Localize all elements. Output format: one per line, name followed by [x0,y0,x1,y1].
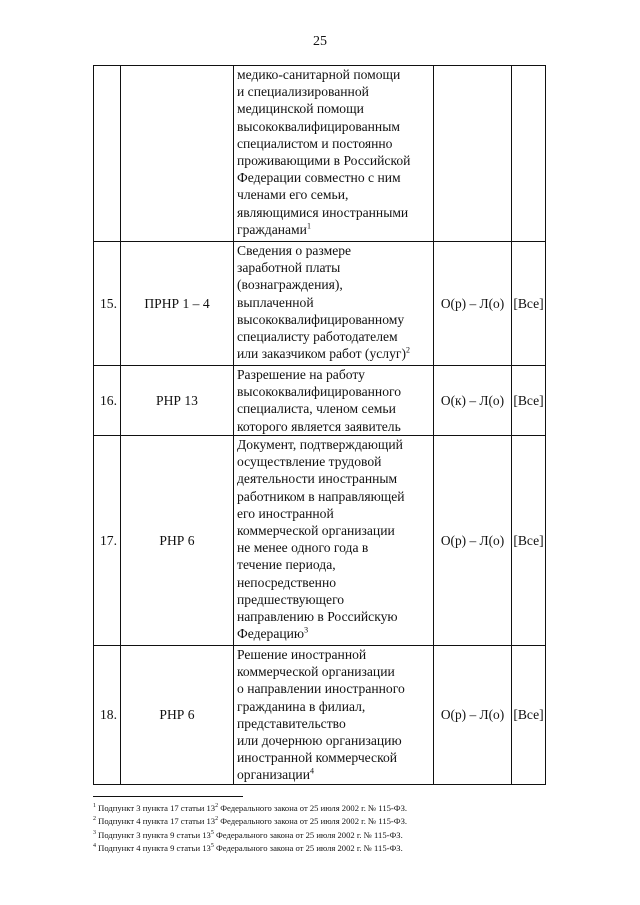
document-description [234,242,434,366]
description-line [237,328,432,345]
document-description [234,366,434,436]
access-level: О(р) – Л(о) [434,436,512,646]
description-text: (вознаграждения), [237,277,343,293]
footnotes [93,802,533,856]
description-line [237,749,432,766]
footnote [93,802,533,815]
description-line [237,186,432,203]
row-number: 16. [94,366,121,436]
description-line [237,366,432,383]
description-text: высококвалифицированным [237,118,400,134]
description-line [237,625,432,642]
description-line [237,311,432,328]
description-text: проживающими в Российской [237,153,411,169]
description-text: специалисту работодателем [237,329,398,345]
description-line [237,100,432,117]
description-line [237,539,432,556]
description-text: течение периода, [237,557,336,573]
table-row [94,366,546,436]
table-row [94,66,546,242]
description-text: Сведения о размере [237,243,352,258]
row-number: 15. [94,242,121,366]
description-text: медико-санитарной помощи [237,67,401,82]
description-text: представительство [237,715,346,731]
scope: [Все] [512,242,546,366]
description-line [237,276,432,293]
description-line [237,608,432,625]
description-text: Федерации совместно с ним [237,170,401,186]
footnote-text: Подпункт 3 пункта 17 статьи 13 [98,803,216,813]
description-line [237,470,432,487]
footnote-ref: 1 [306,221,311,231]
description-text: направлению в Российскую [237,609,398,625]
footnote-text: Федерального закона от 25 июля 2002 г. № 115-ФЗ. [218,803,408,813]
document-description [234,436,434,646]
description-line [237,556,432,573]
document-table [93,65,546,785]
footnote-ref: 4 [309,766,314,776]
description-text: которого является заявитель [237,418,401,434]
description-line [237,732,432,749]
footnote-mark: 3 [93,829,96,836]
access-level: О(р) – Л(о) [434,242,512,366]
footnote-text: Подпункт 3 пункта 9 статьи 13 [98,829,211,840]
description-line [237,646,432,663]
scope [512,66,546,242]
document-code: ПРНР 1 – 4 [121,242,234,366]
access-level: О(р) – Л(о) [434,646,512,785]
footnote-superscript: 2 [215,803,219,810]
description-line [237,242,432,259]
description-line [237,400,432,417]
description-line [237,436,432,453]
description-text: членами его семьи, [237,187,349,203]
scope: [Все] [512,436,546,646]
description-line [237,83,432,100]
description-text: коммерческой организации [237,523,395,539]
description-text: Документ, подтверждающий [237,437,403,452]
description-text: непосредственно [237,574,337,590]
document-code: РНР 13 [121,366,234,436]
scope: [Все] [512,366,546,436]
description-line [237,66,432,83]
description-line [237,522,432,539]
description-line [237,591,432,608]
description-line [237,453,432,470]
document-code: РНР 6 [121,436,234,646]
footnote-text: Федерального закона от 25 июля 2002 г. № 115-ФЗ. [213,829,403,840]
description-line [237,152,432,169]
description-text: иностранной коммерческой [237,750,398,766]
description-line [237,680,432,697]
table-row [94,646,546,785]
description-text: высококвалифицированного [237,384,402,400]
table-row [94,436,546,646]
description-text: медицинской помощи [237,101,364,117]
description-line [237,221,432,238]
footnote-text: Федерального закона от 25 июля 2002 г. № 115-ФЗ. [218,816,408,827]
document-code: РНР 6 [121,646,234,785]
description-text: или дочернюю организацию [237,733,402,749]
document-description [234,66,434,242]
description-text: специалиста, членом семьи [237,401,396,417]
row-number [94,66,121,242]
description-line [237,488,432,505]
page-number: 25 [313,34,327,49]
description-text: заработной платы [237,260,341,276]
description-text: о направлении иностранного [237,681,405,697]
description-text: деятельности иностранным [237,471,398,487]
description-line [237,259,432,276]
description-line [237,715,432,732]
footnote-mark: 4 [93,843,96,850]
footnote-text: Подпункт 4 пункта 9 статьи 13 [98,843,211,854]
footnote [93,815,533,828]
document-code [121,66,234,242]
description-text: коммерческой организации [237,664,395,680]
footnote-ref: 2 [405,345,410,355]
access-level: О(к) – Л(о) [434,366,512,436]
footnote-superscript: 5 [210,829,214,836]
access-level [434,66,512,242]
description-text: выплаченной [237,294,314,310]
description-text: специалистом и постоянно [237,135,393,151]
footnote-superscript: 5 [210,843,214,850]
description-text: предшествующего [237,591,345,607]
description-line [237,135,432,152]
description-text: являющимися иностранными [237,204,409,220]
document-description [234,646,434,785]
description-line [237,118,432,135]
footnote [93,829,533,842]
description-line [237,418,432,435]
footnote-mark: 2 [93,816,96,823]
description-line [237,204,432,221]
description-text: и специализированной [237,84,369,100]
description-text: или заказчиком работ (услуг) [237,346,406,362]
description-text: Федерацию [237,626,305,642]
description-text: высококвалифицированному [237,311,405,327]
footnote [93,842,533,855]
footnote-mark: 1 [93,803,96,810]
description-text: осуществление трудовой [237,454,382,470]
row-number: 18. [94,646,121,785]
footnote-divider [93,796,243,797]
description-line [237,574,432,591]
footnote-ref: 3 [304,625,309,635]
row-number: 17. [94,436,121,646]
description-line [237,766,432,783]
footnote-superscript: 2 [215,816,219,823]
description-text: гражданина в филиал, [237,698,366,714]
table-row [94,242,546,366]
footnote-text: Федерального закона от 25 июля 2002 г. № 115-ФЗ. [213,843,403,854]
description-text: организации [237,767,310,783]
description-line [237,345,432,362]
description-text: его иностранной [237,505,334,521]
description-line [237,294,432,311]
description-text: гражданами [237,221,307,237]
scope: [Все] [512,646,546,785]
description-line [237,169,432,186]
description-text: работником в направляющей [237,488,405,504]
description-line [237,505,432,522]
description-text: Решение иностранной [237,647,367,662]
description-line [237,663,432,680]
description-line [237,698,432,715]
footnote-text: Подпункт 4 пункта 17 статьи 13 [98,816,216,827]
description-text: не менее одного года в [237,540,369,556]
description-text: Разрешение на работу [237,367,365,382]
description-line [237,383,432,400]
